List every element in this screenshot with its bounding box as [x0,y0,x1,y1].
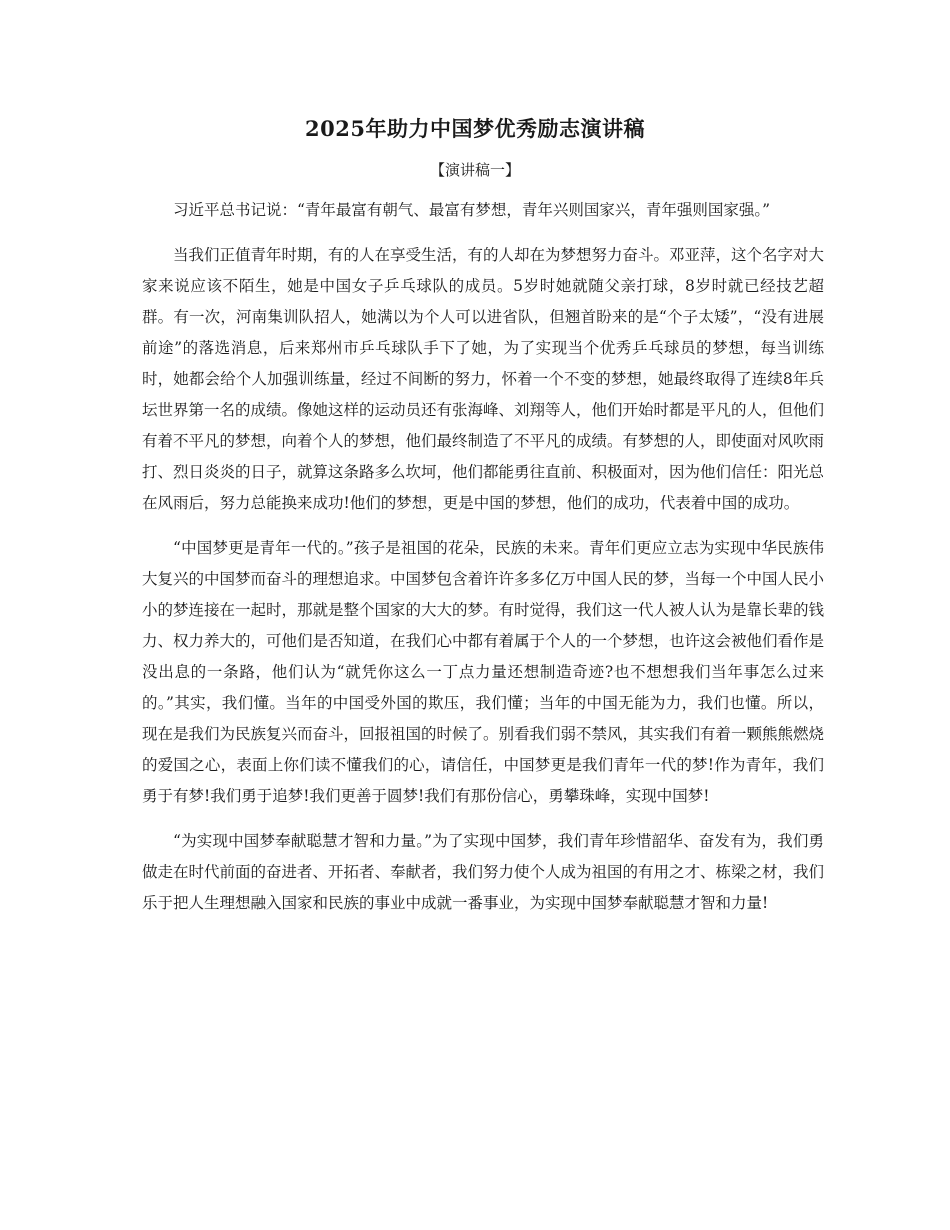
document-title: 2025年助力中国梦优秀励志演讲稿 [305,116,645,141]
document-subtitle: 【演讲稿一】 [429,161,520,179]
paragraph-1: 习近平总书记说：“青年最富有朝气、最富有梦想，青年兴则国家兴，青年强则国家强。” [173,201,771,219]
paragraph-3: “中国梦更是青年一代的。”孩子是祖国的花朵，民族的未来。青年们更应立志为实现中华民族伟大复兴的中国梦而奋斗的理想追求。中国梦包含着许许多多亿万中国人民的梦，当每一个中国人民小小的梦连接在一起时，那就是整个国家的大大的梦。有时觉得，我们这一代人被人认为是靠长辈的钱力、权力养大的，可他们是否知道，在我们心中都有着属于个人的一个梦想，也许这会被他们看作是没出息的一条路，他们认为“就凭你这么一丁点力量还想制造奇迹?也不想想我们当年事怎么过来的。”其实，我们懂。当年的中国受外国的欺压，我们懂；当年的中国无能为力，我们也懂。所以，现在是我们为民族复兴而奋斗，回报祖国的时候了。别看我们弱不禁风，其实我们有着一颗熊熊燃烧的爱国之心，表面上你们读不懂我们的心，请信任，中国梦更是我们青年一代的梦!作为青年，我们勇于有梦!我们勇于追梦!我们更善于圆梦!我们有那份信心，勇攀珠峰，实现中国梦! [142,539,825,805]
document-body [142,195,824,933]
paragraph-4: “为实现中国梦奉献聪慧才智和力量。”为了实现中国梦，我们青年珍惜韶华、奋发有为，我们勇做走在时代前面的奋进者、开拓者、奉献者，我们努力使个人成为祖国的有用之才、栋梁之材，我们乐于把人生理想融入国家和民族的事业中成就一番事业，为实现中国梦奉献聪慧才智和力量! [142,832,825,912]
paragraph-2: 当我们正值青年时期，有的人在享受生活，有的人却在为梦想努力奋斗。邓亚萍，这个名字对大家来说应该不陌生，她是中国女子乒乓球队的成员。5岁时她就随父亲打球，8岁时就已经技艺超群。有一次，河南集训队招人，她满以为个人可以进省队，但翘首盼来的是“个子太矮”，“没有进展前途”的落选消息，后来郑州市乒乓球队手下了她，为了实现当个优秀乒乓球员的梦想，每当训练时，她都会给个人加强训练量，经过不间断的努力，怀着一个不变的梦想，她最终取得了连续8年兵坛世界第一名的成绩。像她这样的运动员还有张海峰、刘翔等人，他们开始时都是平凡的人，但他们有着不平凡的梦想，向着个人的梦想，他们最终制造了不平凡的成绩。有梦想的人，即使面对风吹雨打、烈日炎炎的日子，就算这条路多么坎坷，他们都能勇往直前、积极面对，因为他们信任：阳光总在风雨后，努力总能换来成功!他们的梦想，更是中国的梦想，他们的成功，代表着中国的成功。 [142,246,825,512]
